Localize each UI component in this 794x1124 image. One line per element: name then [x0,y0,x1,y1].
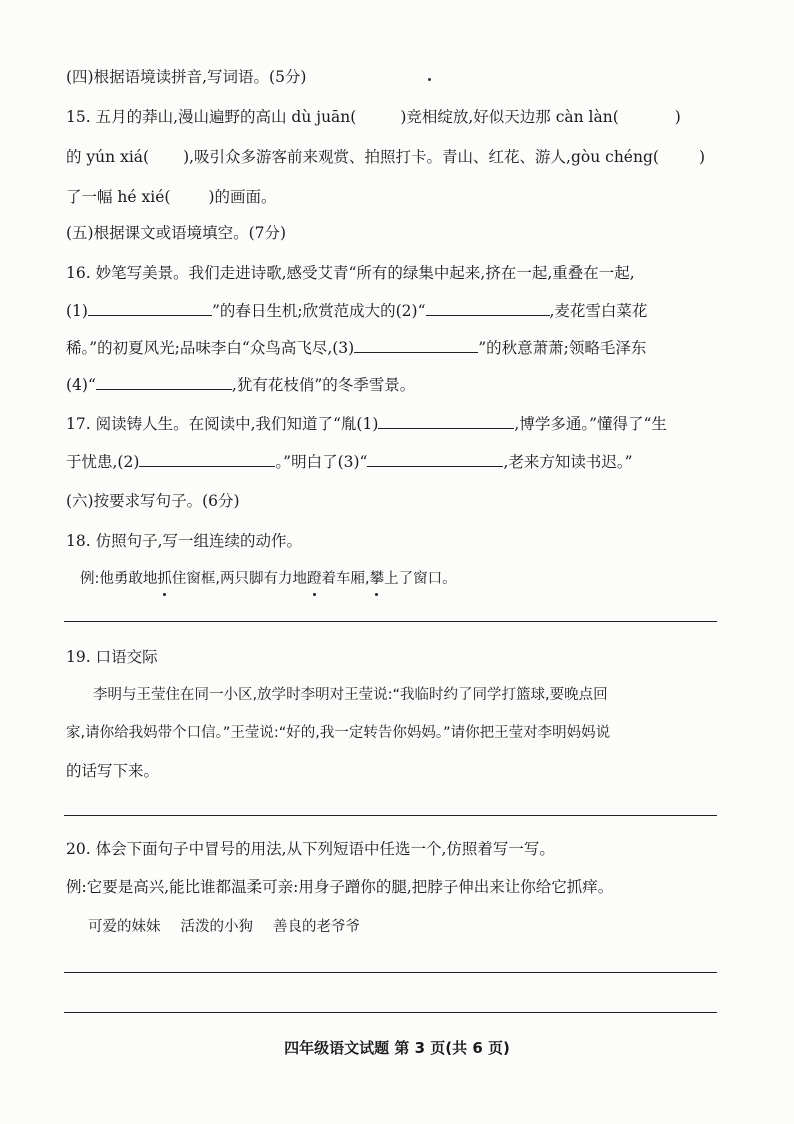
q19-paragraph-line-3 [66,760,159,782]
section-5-heading-text: (五)根据课文或语境填空。(7分) [66,224,287,242]
q18-example-text: 着车厢, [321,571,370,587]
q20-title [66,838,555,860]
q16-text: 16. 妙笔写美景。我们走进诗歌,感受艾青“所有的绿集中起来,挤在一起,重叠在一起, [66,264,635,282]
fill-blank-16-3[interactable] [354,336,478,353]
q16-text: (1) [66,302,88,320]
q20-title-text: 20. 体会下面句子中冒号的用法,从下列短语中任选一个,仿照着写一写。 [66,840,555,858]
q15-text: ),吸引众多游客前来观赏、拍照打卡。青山、红花、游人,gòu chéng( [183,148,659,166]
q16-line-4 [66,373,415,396]
q18-example-text: 例:他勇敢地 [80,571,158,587]
emphasis-verb: 蹬 [307,568,322,590]
section-6-heading [66,490,240,512]
phrase-option-3: 善良的老爷爷 [273,919,360,935]
fill-blank-16-2[interactable] [426,299,550,316]
emphasis-verb: 攀 [370,568,385,590]
q15-text: 了一幅 hé xié( [66,188,171,206]
q19-text: 的话写下来。 [66,762,160,780]
answer-line-q19[interactable] [64,815,717,816]
q15-text: 的 yún xiá( [66,148,150,166]
q15-text: 15. 五月的莽山,漫山遍野的高山 dù juān( [66,108,357,126]
q18-title [66,530,302,552]
q17-text: 。”明白了(3)“ [275,453,368,471]
q19-title-text: 19. 口语交际 [66,648,158,666]
q18-title-text: 18. 仿照句子,写一组连续的动作。 [66,532,303,550]
q19-text: 李明与王莹住在同一小区,放学时李明对王莹说:“我临时约了同学打篮球,要晚点回 [93,687,608,703]
q17-text: 于忧患,(2) [66,453,140,471]
fill-blank-17-3[interactable] [367,450,503,467]
q20-example-text: 例:它要是高兴,能比谁都温柔可亲:用身子蹭你的腿,把脖子伸出来让你给它抓痒。 [66,878,614,896]
emphasis-verb: 抓 [157,568,172,590]
section-6-heading-text: (六)按要求写句子。(6分) [66,492,240,510]
q19-text: 家,请你给我妈带个口信。”王莹说:“好的,我一定转告你妈妈。”请你把王莹对李明妈妈说 [66,725,611,741]
q17-line-1 [66,412,667,435]
fill-blank-16-4[interactable] [96,373,232,390]
fill-blank-17-1[interactable] [378,412,514,429]
scan-speck [428,78,431,81]
q18-example-text: 上了窗口。 [384,571,457,587]
q16-line-2 [66,299,647,322]
q16-text: ”的秋意萧萧;领略毛泽东 [478,339,647,357]
q15-text: ) [698,148,705,166]
phrase-option-1: 可爱的妹妹 [88,919,161,935]
q20-example [66,876,613,898]
q18-example [80,568,457,590]
answer-line-q20-1[interactable] [64,972,717,973]
q15-line-1 [66,106,681,128]
q15-text: ) [674,108,681,126]
page-footer [0,1037,794,1058]
q16-text: ”的春日生机;欣赏范成大的(2)“ [211,302,426,320]
q19-paragraph-line-1 [93,684,608,706]
q19-title [66,646,158,668]
q16-text: ,犹有花枝俏”的冬季雪景。 [231,376,416,394]
q15-line-2 [66,146,705,168]
q20-phrase-options [88,916,380,938]
q17-text: 17. 阅读铸人生。在阅读中,我们知道了“胤(1) [66,415,379,433]
q16-line-1 [66,262,635,284]
q15-text: )竞相绽放,好似天边那 càn làn( [400,108,619,126]
fill-blank-16-1[interactable] [88,299,212,316]
q19-paragraph-line-2 [66,722,610,744]
q16-text: 稀。”的初夏风光;品味李白“众鸟高飞尽,(3) [66,339,355,357]
page-footer-text: 四年级语文试题 第 3 页(共 6 页) [284,1039,510,1057]
q17-line-2 [66,450,633,473]
q18-example-text: 住窗框,两只脚有力地 [171,571,307,587]
section-5-heading [66,222,286,244]
fill-blank-17-2[interactable] [139,450,275,467]
phrase-option-2: 活泼的小狗 [180,919,253,935]
q17-text: ,老来方知读书迟。” [503,453,633,471]
answer-line-q20-2[interactable] [64,1012,717,1013]
q15-text: )的画面。 [208,188,277,206]
q17-text: ,博学多通。”懂得了“生 [514,415,667,433]
answer-line-q18[interactable] [64,621,717,622]
section-4-heading [66,66,306,88]
q16-line-3 [66,336,646,359]
q16-text: ,麦花雪白菜花 [549,302,648,320]
q15-line-3 [66,186,277,208]
q16-text: (4)“ [66,376,96,394]
section-4-heading-text: (四)根据语境读拼音,写词语。(5分) [66,68,307,86]
